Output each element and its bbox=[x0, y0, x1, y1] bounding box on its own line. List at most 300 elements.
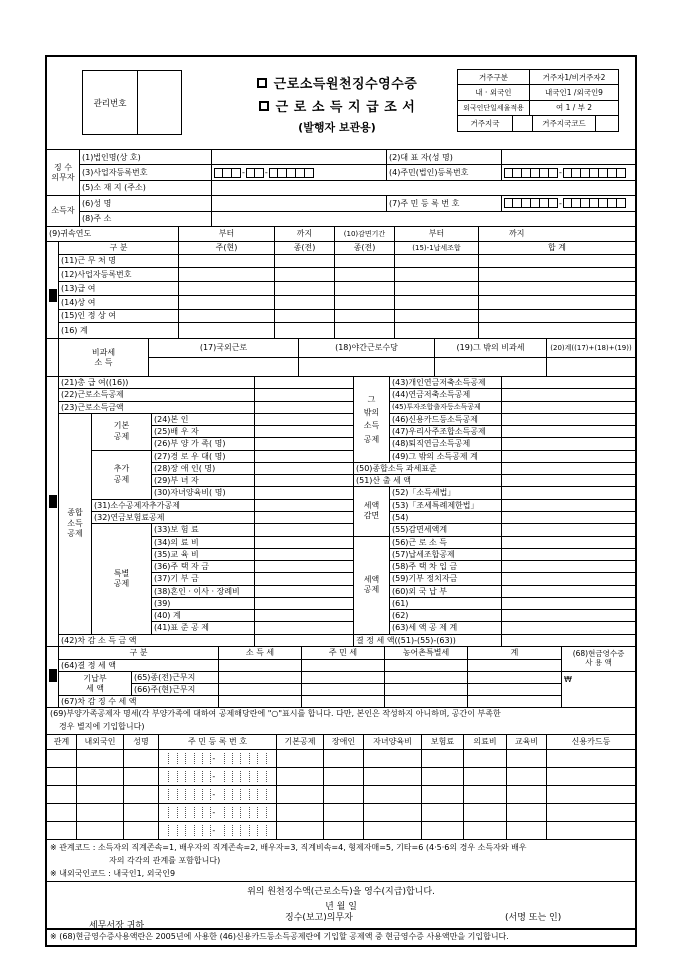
settle-row-65-label: (65)종(전)근무지 bbox=[132, 672, 219, 684]
ded-cell bbox=[502, 389, 635, 401]
dep-cell-name bbox=[124, 768, 159, 786]
nationality-value: 내국인1 /외국인9 bbox=[530, 85, 618, 100]
flat-rate-label: 외국인단일세율적용 bbox=[458, 101, 530, 116]
earner-rrn-label: (7)주 민 등 록 번 호 bbox=[387, 196, 502, 211]
dep-cell-nationality bbox=[77, 768, 124, 786]
residence-row bbox=[458, 116, 618, 131]
ded-right-label-45: (45)투자조합출자등소득공제 bbox=[390, 402, 502, 414]
wp-row-16-label: (16) 계 bbox=[59, 323, 179, 339]
settle-cell bbox=[219, 660, 302, 672]
wp-cell bbox=[179, 268, 275, 282]
wp-cell bbox=[479, 296, 635, 310]
ded-left-label-25: (25)배 우 자 bbox=[152, 426, 255, 438]
dep-cell-disabled bbox=[324, 786, 364, 804]
wp-cell bbox=[275, 323, 335, 339]
dep-cell-childcare bbox=[364, 822, 422, 840]
settle-row-67-label: (67)차 감 징 수 세 액 bbox=[59, 696, 219, 708]
dep-cell-childcare bbox=[364, 750, 422, 768]
ded-right-label-44: (44)연금저축소득공제 bbox=[390, 389, 502, 401]
cash-receipt-header: (68)현금영수증 사 용 액 bbox=[562, 647, 635, 672]
ded-cell bbox=[255, 561, 354, 573]
period-from-1: 부터 bbox=[179, 227, 275, 242]
tax-reduction-stub: 세액감면 bbox=[354, 487, 390, 536]
wp-header-taxassoc: (15)-1납세조합 bbox=[395, 242, 479, 255]
settle-header-resident-tax: 주 민 세 bbox=[302, 647, 385, 660]
deduction-section-stub bbox=[47, 377, 59, 647]
ded-cell bbox=[255, 586, 354, 598]
ded-left-label-27: (27)경 로 우 대( 명) bbox=[152, 451, 255, 463]
ded-cell bbox=[502, 487, 635, 499]
ded-right-label-56: (56)근 로 소 득 bbox=[390, 537, 502, 549]
deduction-left-grid bbox=[59, 377, 354, 647]
wp-cell bbox=[275, 255, 335, 268]
ded-right-label-63: (63)세 액 공 제 계 bbox=[390, 622, 502, 634]
period-to-1: 까지 bbox=[275, 227, 335, 242]
settle-cell bbox=[219, 696, 302, 708]
checkbox-statement-icon bbox=[259, 101, 269, 111]
ded-cell bbox=[255, 524, 354, 536]
earner-address-cell bbox=[212, 212, 635, 227]
ded-right-label-52: (52)「소득세법」 bbox=[390, 487, 502, 499]
wp-cell bbox=[479, 282, 635, 296]
nontax-header-18: (18)야간근로수당 bbox=[299, 339, 435, 358]
ded-cell bbox=[502, 438, 635, 450]
dep-cell-childcare bbox=[364, 804, 422, 822]
ded-cell bbox=[255, 389, 354, 401]
biz-reg-no-cell bbox=[212, 165, 387, 180]
wp-cell bbox=[275, 282, 335, 296]
ded-cell bbox=[502, 402, 635, 414]
dep-rrn-digit-boxes: - bbox=[161, 750, 274, 767]
dep-rrn-digit-boxes: - bbox=[161, 768, 274, 785]
ded-cell bbox=[502, 463, 635, 475]
dep-header-disabled: 장애인 bbox=[324, 735, 364, 750]
ded-left-label-33: (33)보 험 료 bbox=[152, 524, 255, 536]
nontax-header-17: (17)국외근로 bbox=[149, 339, 299, 358]
settle-cell bbox=[385, 684, 468, 696]
dep-header-education: 교육비 bbox=[507, 735, 547, 750]
dep-cell-name bbox=[124, 822, 159, 840]
relation-code-note-line1: ※ 관계코드 : 소득자의 직계존속=1, 배우자의 직계존속=2, 배우자=3, 직계비속=4, 형제자매=5, 기타=6 (4·5·6의 경우 소득자와 배우 bbox=[50, 843, 527, 852]
wp-cell bbox=[395, 310, 479, 323]
dep-rrn-digit-boxes: - bbox=[161, 822, 274, 839]
ded-cell bbox=[502, 586, 635, 598]
ded-cell bbox=[502, 537, 635, 549]
rep-name-cell bbox=[502, 150, 635, 165]
wp-cell bbox=[395, 323, 479, 339]
dep-cell-name bbox=[124, 804, 159, 822]
ded-cell bbox=[502, 500, 635, 512]
wp-cell bbox=[179, 310, 275, 323]
ded-cell bbox=[502, 610, 635, 622]
tax-detail-section-marker bbox=[49, 669, 57, 682]
ded-left-label-24: (24)본 인 bbox=[152, 414, 255, 426]
ded-left-label-38: (38)혼인 · 이사 · 장례비 bbox=[152, 586, 255, 598]
management-number-label: 관리번호 bbox=[83, 71, 138, 134]
dep-cell-childcare bbox=[364, 768, 422, 786]
settle-cell bbox=[302, 684, 385, 696]
dep-cell-basic bbox=[277, 768, 324, 786]
wp-cell bbox=[179, 282, 275, 296]
wp-cell bbox=[275, 310, 335, 323]
ded-right-label-48: (48)퇴직연금소득공제 bbox=[390, 438, 502, 450]
ded-right-label-62: (62) bbox=[390, 610, 502, 622]
wp-cell bbox=[335, 310, 395, 323]
settle-cell bbox=[468, 672, 562, 684]
residence-row bbox=[458, 101, 618, 116]
ded-cell bbox=[502, 524, 635, 536]
ded-cell bbox=[255, 573, 354, 585]
residence-table bbox=[457, 69, 619, 132]
ded-cell bbox=[502, 635, 635, 647]
ded-cell bbox=[255, 610, 354, 622]
dep-cell-insurance bbox=[422, 768, 464, 786]
earner-name-label: (6)성 명 bbox=[80, 196, 212, 211]
dep-cell-education bbox=[507, 768, 547, 786]
dep-header-insurance: 보험료 bbox=[422, 735, 464, 750]
rep-name-label: (2)대 표 자(성 명) bbox=[387, 150, 502, 165]
withholding-agent-stub: 징 수 의무자 bbox=[47, 150, 80, 196]
ded-cell bbox=[255, 500, 354, 512]
cash-receipt-amount-cell: ₩ bbox=[562, 672, 635, 708]
wp-cell bbox=[335, 296, 395, 310]
relation-code-note-line2: 자의 각각의 관계를 포함합니다) bbox=[109, 855, 221, 865]
ded-left-label-28: (28)장 애 인( 명) bbox=[152, 463, 255, 475]
ded-cell bbox=[255, 377, 354, 389]
dep-cell-card bbox=[547, 822, 635, 840]
period-section bbox=[47, 227, 635, 242]
wp-cell bbox=[479, 268, 635, 282]
corp-rrn-digit-boxes: - bbox=[504, 165, 633, 179]
settle-cell bbox=[302, 660, 385, 672]
dep-cell-nationality bbox=[77, 750, 124, 768]
wp-cell bbox=[335, 255, 395, 268]
ded-left-label-23: (23)근로소득금액 bbox=[59, 402, 255, 414]
income-year-label: (9)귀속연도 bbox=[47, 227, 179, 242]
ded-left-label-22: (22)근로소득공제 bbox=[59, 389, 255, 401]
wp-row-15-label: (15)인 정 상 여 bbox=[59, 310, 179, 323]
party-section bbox=[47, 149, 635, 227]
nontax-stub: 비과세 소 득 bbox=[59, 339, 149, 377]
title-statement-text: 근 로 소 득 지 급 조 서 bbox=[275, 100, 416, 115]
dependents-note-line2: 경우 별지에 기입합니다) bbox=[59, 721, 145, 731]
ded-cell bbox=[502, 512, 635, 524]
dep-cell-disabled bbox=[324, 750, 364, 768]
ded-cell bbox=[255, 598, 354, 610]
ded-left-label-26: (26)부 양 가 족( 명) bbox=[152, 438, 255, 450]
corp-rrn-cell bbox=[502, 165, 635, 180]
dep-cell-nationality bbox=[77, 822, 124, 840]
code-notes bbox=[47, 840, 635, 882]
period-from-2: 부터 bbox=[395, 227, 479, 242]
ded-cell bbox=[255, 463, 354, 475]
ded-right-label-57: (57)납세조합공제 bbox=[390, 549, 502, 561]
settle-header-gubun: 구 분 bbox=[59, 647, 219, 660]
dependents-note-line1: (69)부양가족공제자 명세(각 부양가족에 대하여 공제해당란에 "○"표시를 합니다. 다만, 본인은 작성하지 아니하며, 공간이 부족한 bbox=[50, 709, 501, 718]
wp-header-prev1: 종(전) bbox=[275, 242, 335, 255]
ded-right-label-51: (51)산 출 세 액 bbox=[354, 475, 502, 487]
ded-cell bbox=[502, 622, 635, 634]
dep-cell-basic bbox=[277, 750, 324, 768]
dep-header-childcare: 자녀양육비 bbox=[364, 735, 422, 750]
wp-cell bbox=[479, 255, 635, 268]
earner-rrn-digit-boxes: - bbox=[504, 196, 633, 210]
period-to-2: 까지 bbox=[479, 227, 635, 242]
ded-cell bbox=[255, 635, 354, 647]
ded-cell bbox=[255, 414, 354, 426]
wp-header-total: 합 계 bbox=[479, 242, 635, 255]
dep-cell-education bbox=[507, 786, 547, 804]
extra-deduction-stub: 추가공제 bbox=[92, 451, 152, 500]
ded-cell bbox=[502, 549, 635, 561]
title-line-1 bbox=[197, 73, 477, 92]
ded-cell bbox=[502, 561, 635, 573]
wp-cell bbox=[335, 268, 395, 282]
dep-cell-medical bbox=[464, 768, 507, 786]
earner-stub: 소득자 bbox=[47, 196, 80, 227]
wp-row-13-label: (13)급 여 bbox=[59, 282, 179, 296]
dep-rrn-digit-boxes: - bbox=[161, 804, 274, 821]
dep-cell-relation bbox=[47, 786, 77, 804]
wp-cell bbox=[335, 323, 395, 339]
nontax-section-stub bbox=[47, 339, 59, 377]
ded-right-label-55: (55)감면세액계 bbox=[390, 524, 502, 536]
settle-row-66-label: (66)주(현)근무지 bbox=[132, 684, 219, 696]
wp-header-main: 주(현) bbox=[179, 242, 275, 255]
wp-header-gubun: 구 분 bbox=[59, 242, 179, 255]
biz-address-label: (5)소 재 지 (주소) bbox=[80, 181, 212, 196]
earner-address-label: (8)주 소 bbox=[80, 212, 212, 227]
ded-cell bbox=[255, 426, 354, 438]
settle-cell bbox=[468, 660, 562, 672]
settle-row-64-label: (64)결 정 세 액 bbox=[59, 660, 219, 672]
receipt-date-line: 년 월 일 bbox=[325, 902, 357, 912]
ded-right-label-54: (54) bbox=[390, 512, 502, 524]
dep-cell-rrn bbox=[159, 786, 277, 804]
ded-cell bbox=[255, 438, 354, 450]
nontax-cell bbox=[547, 358, 635, 377]
nontax-cell bbox=[299, 358, 435, 377]
determined-tax-label: 결 정 세 액((51)-(55)-(63)) bbox=[354, 635, 502, 647]
wp-cell bbox=[275, 268, 335, 282]
management-number-box bbox=[82, 70, 182, 135]
ded-cell bbox=[502, 426, 635, 438]
corp-name-cell bbox=[212, 150, 387, 165]
corp-rrn-label: (4)주민(법인)등록번호 bbox=[387, 165, 502, 180]
form-title bbox=[197, 73, 477, 135]
nontax-section bbox=[47, 339, 635, 377]
wp-row-11-label: (11)근 무 처 명 bbox=[59, 255, 179, 268]
ded-left-label-21: (21)총 급 여((16)) bbox=[59, 377, 255, 389]
dep-cell-card bbox=[547, 750, 635, 768]
ded-cell bbox=[502, 598, 635, 610]
dep-cell-relation bbox=[47, 750, 77, 768]
ded-right-label-46: (46)신용카드등소득공제 bbox=[390, 414, 502, 426]
wp-cell bbox=[479, 310, 635, 323]
other-deduction-stub: 그 밖의 소득 공제 bbox=[354, 377, 390, 463]
corp-name-label: (1)법인명(상 호) bbox=[80, 150, 212, 165]
receipt-statement: 위의 원천징수액(근로소득)을 영수(지급)합니다. bbox=[247, 887, 435, 897]
title-receipt-text: 근로소득원천징수영수증 bbox=[273, 77, 418, 92]
ded-cell bbox=[502, 573, 635, 585]
flat-rate-value: 여 1 / 부 2 bbox=[530, 101, 618, 116]
dep-cell-nationality bbox=[77, 786, 124, 804]
wp-cell bbox=[179, 323, 275, 339]
ded-cell bbox=[255, 537, 354, 549]
ded-left-label-34: (34)의 료 비 bbox=[152, 537, 255, 549]
ded-left-label-36: (36)주 택 자 금 bbox=[152, 561, 255, 573]
dep-header-name: 성명 bbox=[124, 735, 159, 750]
residence-row bbox=[458, 85, 618, 100]
wp-cell bbox=[395, 268, 479, 282]
dep-cell-insurance bbox=[422, 822, 464, 840]
residence-type-value: 거주자1/비거주자2 bbox=[530, 70, 618, 85]
dep-header-medical: 의료비 bbox=[464, 735, 507, 750]
nationality-label: 내 · 외국인 bbox=[458, 85, 530, 100]
residence-type-label: 거주구분 bbox=[458, 70, 530, 85]
dep-cell-relation bbox=[47, 768, 77, 786]
settle-header-income-tax: 소 득 세 bbox=[219, 647, 302, 660]
ded-left-label-41: (41)표 준 공 제 bbox=[152, 622, 255, 634]
checkbox-receipt-icon bbox=[257, 78, 267, 88]
wp-header-prev2: 종(전) bbox=[335, 242, 395, 255]
deduction-section-marker bbox=[49, 495, 57, 508]
dep-cell-disabled bbox=[324, 768, 364, 786]
ded-cell bbox=[255, 475, 354, 487]
ded-right-label-59: (59)기부 정치자금 bbox=[390, 573, 502, 585]
dep-cell-relation bbox=[47, 822, 77, 840]
settle-cell bbox=[385, 660, 468, 672]
wp-cell bbox=[335, 282, 395, 296]
comprehensive-deduction-stub: 종합소득공제 bbox=[59, 414, 92, 635]
prepaid-tax-stub: 기납부 세 액 bbox=[59, 672, 132, 696]
dependents-table bbox=[47, 735, 635, 840]
ded-left-label-35: (35)교 육 비 bbox=[152, 549, 255, 561]
deduction-section bbox=[47, 377, 635, 647]
dep-header-relation: 관계 bbox=[47, 735, 77, 750]
ded-right-label-61: (61) bbox=[390, 598, 502, 610]
workplace-income-section bbox=[47, 242, 635, 339]
dep-cell-medical bbox=[464, 804, 507, 822]
ded-cell bbox=[255, 512, 354, 524]
ded-left-label-29: (29)부 녀 자 bbox=[152, 475, 255, 487]
dep-cell-relation bbox=[47, 804, 77, 822]
ded-cell bbox=[502, 414, 635, 426]
dep-cell-rrn bbox=[159, 804, 277, 822]
dep-cell-insurance bbox=[422, 786, 464, 804]
nontax-cell bbox=[149, 358, 299, 377]
workplace-section-marker bbox=[49, 289, 57, 302]
basic-deduction-stub: 기본공제 bbox=[92, 414, 152, 451]
residence-country-cell bbox=[513, 116, 533, 131]
nontax-header-20: (20)계((17)+(18)+(19)) bbox=[547, 339, 635, 358]
settle-header-special-tax: 농어촌특별세 bbox=[385, 647, 468, 660]
ded-left-label-37: (37)기 부 금 bbox=[152, 573, 255, 585]
dep-rrn-digit-boxes: - bbox=[161, 786, 274, 803]
receipt-seal-label: (서명 또는 인) bbox=[505, 913, 562, 923]
dep-cell-basic bbox=[277, 822, 324, 840]
dep-cell-insurance bbox=[422, 804, 464, 822]
dep-cell-basic bbox=[277, 804, 324, 822]
ded-right-label-53: (53)「조세특례제한법」 bbox=[390, 500, 502, 512]
wp-row-14-label: (14)상 여 bbox=[59, 296, 179, 310]
deduction-right-grid bbox=[354, 377, 635, 647]
earner-name-cell bbox=[212, 196, 387, 211]
settlement-section bbox=[47, 647, 635, 708]
dependents-note bbox=[47, 708, 635, 735]
ded-left-label-31: (31)소수공제자추가공제 bbox=[92, 500, 255, 512]
tax-credit-stub: 세액공제 bbox=[354, 537, 390, 635]
biz-address-cell bbox=[212, 181, 635, 196]
receipt-signer-label: 징수(보고)의무자 bbox=[285, 913, 353, 923]
ded-left-label-39: (39) bbox=[152, 598, 255, 610]
ded-cell bbox=[255, 622, 354, 634]
form-outer-border bbox=[45, 55, 637, 947]
ded-cell bbox=[255, 487, 354, 499]
biz-reg-no-label: (3)사업자등록번호 bbox=[80, 165, 212, 180]
settle-cell bbox=[219, 672, 302, 684]
wp-cell bbox=[395, 282, 479, 296]
dep-header-nationality: 내외국인 bbox=[77, 735, 124, 750]
wp-cell bbox=[179, 255, 275, 268]
ded-right-label-50: (50)종합소득 과세표준 bbox=[354, 463, 502, 475]
nontax-cell bbox=[435, 358, 547, 377]
settle-cell bbox=[385, 696, 468, 708]
ded-left-label-30: (30)자녀양육비( 명) bbox=[152, 487, 255, 499]
settle-cell bbox=[302, 672, 385, 684]
dep-cell-education bbox=[507, 822, 547, 840]
wp-cell bbox=[395, 296, 479, 310]
wp-cell bbox=[275, 296, 335, 310]
dep-cell-basic bbox=[277, 786, 324, 804]
settle-header-total: 계 bbox=[468, 647, 562, 660]
settle-cell bbox=[468, 684, 562, 696]
dep-cell-rrn bbox=[159, 768, 277, 786]
dep-cell-education bbox=[507, 804, 547, 822]
biz-reg-no-digit-boxes: - - bbox=[214, 165, 384, 179]
settle-cell bbox=[385, 672, 468, 684]
ded-left-label-42: (42)차 감 소 득 금 액 bbox=[59, 635, 255, 647]
ded-cell bbox=[255, 451, 354, 463]
wp-cell bbox=[179, 296, 275, 310]
ded-right-label-47: (47)우리사주조합소득공제 bbox=[390, 426, 502, 438]
dep-cell-card bbox=[547, 786, 635, 804]
title-line-2 bbox=[197, 96, 477, 115]
dep-cell-medical bbox=[464, 750, 507, 768]
dep-cell-card bbox=[547, 804, 635, 822]
dep-cell-disabled bbox=[324, 822, 364, 840]
receipt-addressee: 세무서장 귀하 bbox=[89, 921, 145, 931]
dep-cell-nationality bbox=[77, 804, 124, 822]
residence-row bbox=[458, 70, 618, 85]
dep-header-basic: 기본공제 bbox=[277, 735, 324, 750]
reduction-period-label: (10)감면기간 bbox=[335, 227, 395, 242]
dep-cell-insurance bbox=[422, 750, 464, 768]
dep-cell-name bbox=[124, 786, 159, 804]
settle-cell bbox=[219, 684, 302, 696]
footer-note-text: ※ (68)현금영수증사용액란은 2005년에 사용한 (46)신용카드등소득공제란에 기입할 공제액 중 현금영수증 사용액만을 기입합니다. bbox=[50, 932, 509, 942]
settle-cell bbox=[468, 696, 562, 708]
dep-header-rrn: 주 민 등 록 번 호 bbox=[159, 735, 277, 750]
ded-right-label-58: (58)주 택 차 입 금 bbox=[390, 561, 502, 573]
ded-cell bbox=[255, 549, 354, 561]
dep-cell-childcare bbox=[364, 786, 422, 804]
ded-right-label-43: (43)개인연금저축소득공제 bbox=[390, 377, 502, 389]
earner-rrn-cell bbox=[502, 196, 635, 211]
ded-cell bbox=[255, 402, 354, 414]
nontax-header-19: (19)그 밖의 비과세 bbox=[435, 339, 547, 358]
wp-cell bbox=[395, 255, 479, 268]
